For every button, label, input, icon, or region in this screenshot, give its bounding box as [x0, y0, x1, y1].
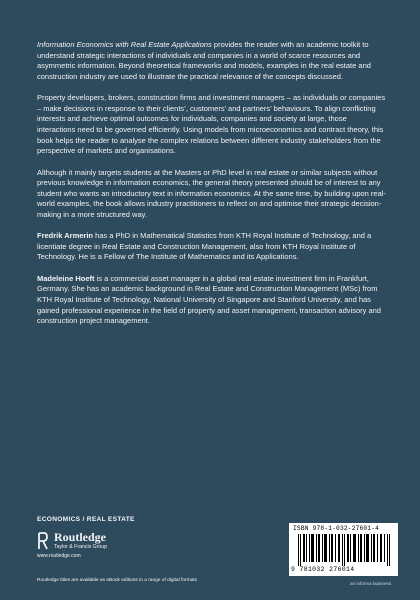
author-bio-text-2: is a commercial asset manager in a global real estate investment firm in Frankfurt, Germany. She has an academic background in Real Estate and Construction Management (MSc) from KTH Royal Institute of Technology, National University of Singapore and Stanford University, and has gained professional experience in the field of property and asset management, transaction advisory and construction project management.: [37, 273, 381, 326]
blurb-paragraph-1: [37, 40, 387, 82]
book-title: Information Economics with Real Estate Applications: [37, 40, 212, 49]
author-bio-text-1: has a PhD in Mathematical Statistics from KTH Royal Institute of Technology, and a licentiate degree in Real Estate and Construction Management, also from KTH Royal Institute of Technology. He is a Fellow of The Institute of Mathematics and its Applications.: [37, 231, 372, 262]
publisher-url[interactable]: www.routledge.com: [37, 553, 81, 559]
publisher-logo: [37, 530, 157, 570]
publisher-name: Routledge: [54, 530, 106, 544]
blurb-paragraph-3: Although it mainly targets students at the Masters or PhD level in real estate or similar subjects without previous knowledge in information economics, the general theory presented should be of interest to any student who wants an introductory text in information economics. At the same time, by building upon real-world examples, the book allows industry practitioners to reflect on and optimise their strategic decision-making in a more structured way.: [37, 167, 386, 219]
blurb-text: [37, 40, 387, 338]
ebook-note: Routledge titles are available as eBook editions in a range of digital formats: [37, 578, 197, 583]
isbn-barcode: [289, 523, 398, 576]
barcode-bars: [298, 534, 390, 566]
barcode-digits: 9 781032 276014: [291, 566, 355, 573]
blurb-paragraph-1-text: provides the reader with an academic toolkit to understand strategic interactions of individuals and companies in a world of scarce resources and asymmetric information. Beyond theoretical frameworks and models, examples in the real estate and construction industry are used to illustrate the practical relevance of the concepts discussed.: [37, 40, 371, 81]
informa-note: an informa business: [350, 581, 392, 586]
author-bio-2: [37, 274, 387, 327]
author-name-2: Madeleine Hoeft: [37, 273, 95, 283]
routledge-logo-icon: [37, 532, 49, 550]
subject-category: ECONOMICS / REAL ESTATE: [37, 516, 135, 523]
blurb-paragraph-2: Property developers, brokers, construction firms and investment managers – as individuals or companies – make decisions in response to their clients’, customers’ and partners’ behaviours. To align conflicting interests and achieve optimal outcomes for individuals, companies and society at large, those interactions need to be governed efficiently. Using models from microeconomics and contract theory, this book helps the reader to analyse the complex relations between different industry stakeholders from the perspective of markets and organisations.: [37, 93, 386, 156]
author-name-1: Fredrik Armerin: [37, 231, 93, 241]
isbn-label: ISBN 978-1-032-27601-4: [293, 525, 380, 532]
author-bio-1: [37, 231, 387, 263]
publisher-group: Taylor & Francis Group: [54, 544, 108, 550]
